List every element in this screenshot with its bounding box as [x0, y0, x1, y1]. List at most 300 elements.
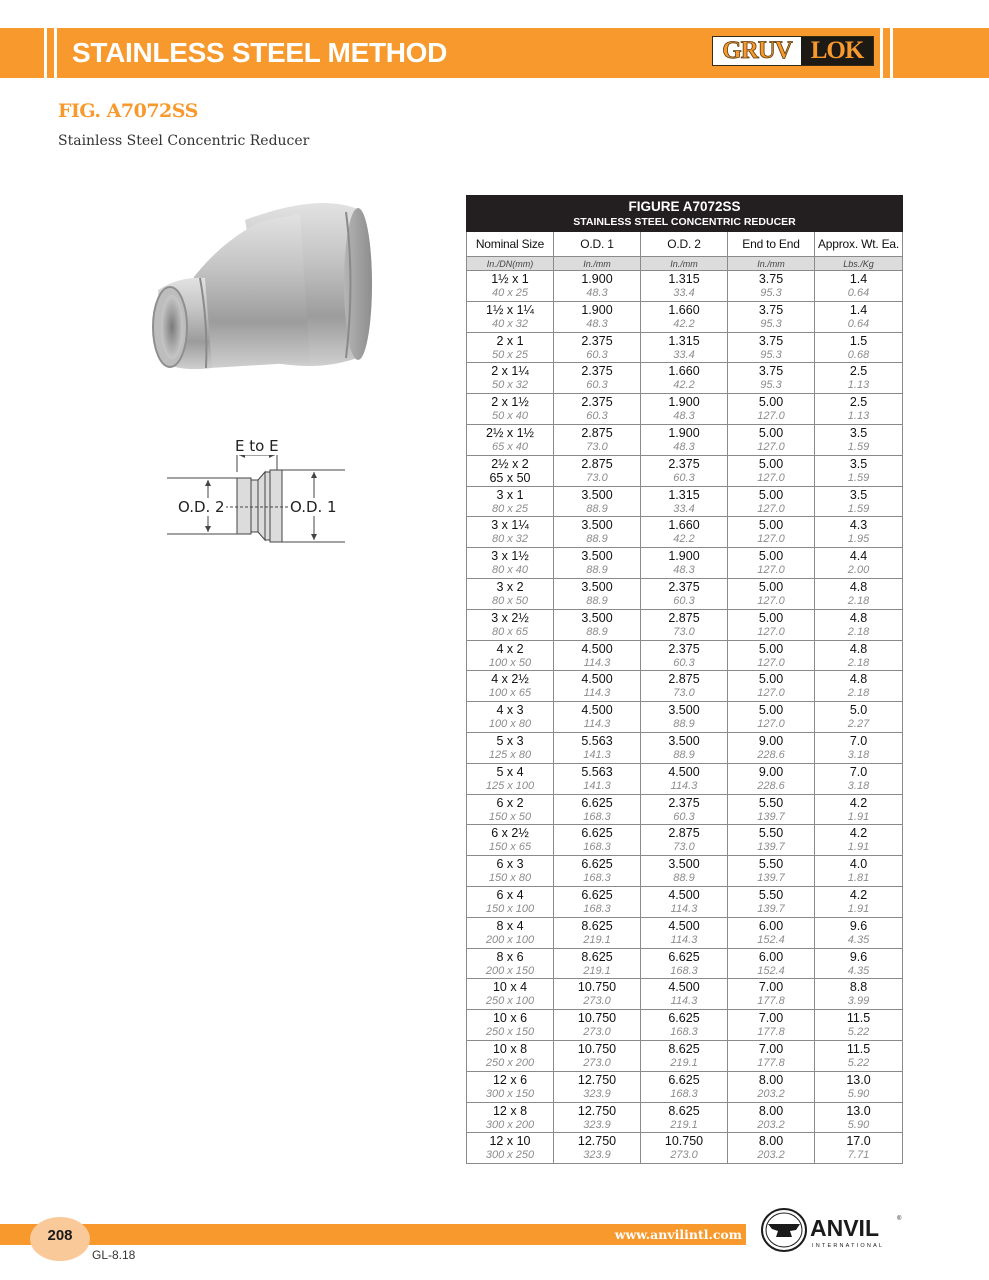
value-imperial: 5.00 [758, 395, 784, 410]
column-header-row [467, 232, 903, 257]
value-metric: 273.0 [583, 1056, 611, 1069]
cell-weight [815, 1040, 903, 1071]
value-imperial: 2.875 [668, 672, 700, 687]
value-imperial: 1.315 [668, 487, 700, 502]
value-metric: 3.18 [847, 748, 870, 761]
value-metric: 127.0 [757, 502, 785, 515]
cell-nominal-size [467, 363, 554, 394]
value-metric: 1.13 [847, 410, 870, 423]
table-row [467, 671, 903, 702]
value-metric: 100 x 65 [488, 687, 532, 700]
cell-od1 [554, 702, 641, 733]
value-metric: 42.2 [673, 533, 695, 546]
cell-od2 [641, 856, 728, 887]
cell-weight [815, 548, 903, 579]
value-imperial: 1.315 [668, 333, 700, 348]
value-imperial: 12.750 [577, 1134, 617, 1149]
value-metric: 127.0 [757, 718, 785, 731]
table-row [467, 1071, 903, 1102]
value-imperial: 3 x 2 [496, 579, 524, 594]
value-imperial: 3.500 [581, 579, 613, 594]
table-row [467, 886, 903, 917]
value-metric: 65 x 40 [491, 440, 529, 453]
col-header-end-to-end: End to End [728, 232, 815, 257]
table-row [467, 486, 903, 517]
cell-end-to-end [728, 640, 815, 671]
cell-nominal-size [467, 1071, 554, 1102]
cell-weight [815, 825, 903, 856]
value-metric: 2.18 [847, 594, 870, 607]
value-imperial: 5.00 [758, 641, 784, 656]
value-metric: 40 x 25 [491, 287, 529, 299]
cell-end-to-end [728, 1071, 815, 1102]
value-metric: 127.0 [757, 625, 785, 638]
value-imperial: 3.5 [849, 425, 868, 440]
value-metric: 95.3 [760, 287, 782, 299]
value-imperial: 5.00 [758, 579, 784, 594]
cell-nominal-size [467, 763, 554, 794]
value-imperial: 4.3 [849, 518, 868, 533]
value-imperial: 3.75 [758, 302, 784, 317]
value-metric: 33.4 [673, 502, 695, 515]
cell-od2 [641, 1010, 728, 1041]
value-metric: 80 x 32 [491, 533, 529, 546]
cell-od1 [554, 301, 641, 332]
cell-end-to-end [728, 1010, 815, 1041]
value-metric: 95.3 [760, 348, 782, 361]
value-metric: 273.0 [583, 1026, 611, 1039]
table-body [467, 271, 903, 1164]
cell-end-to-end [728, 856, 815, 887]
value-metric: 2.18 [847, 656, 870, 669]
value-imperial: 8 x 4 [496, 918, 524, 933]
value-metric: 228.6 [757, 779, 785, 792]
cell-od2 [641, 332, 728, 363]
value-imperial: 1½ x 1¼ [486, 302, 534, 317]
value-imperial: 5.50 [758, 887, 784, 902]
table-row [467, 332, 903, 363]
end-to-end-label: E to E [235, 437, 279, 455]
value-imperial: 4.8 [849, 579, 868, 594]
value-imperial: 2 x 1½ [491, 395, 529, 410]
table-row [467, 424, 903, 455]
value-imperial: 12 x 10 [489, 1134, 531, 1149]
value-imperial: 2.375 [581, 333, 613, 348]
cell-end-to-end [728, 1133, 815, 1164]
value-metric: 219.1 [583, 933, 611, 946]
svg-text:INTERNATIONAL: INTERNATIONAL [812, 1243, 885, 1249]
table-row [467, 609, 903, 640]
value-imperial: 12 x 6 [492, 1072, 528, 1087]
value-imperial: 3.500 [668, 703, 700, 718]
cell-od2 [641, 486, 728, 517]
value-imperial: 10 x 6 [492, 1011, 528, 1026]
value-imperial: 2.375 [668, 641, 700, 656]
cell-weight [815, 517, 903, 548]
cell-nominal-size [467, 671, 554, 702]
cell-nominal-size [467, 332, 554, 363]
table-subtitle: STAINLESS STEEL CONCENTRIC REDUCER [573, 216, 796, 228]
cell-od1 [554, 794, 641, 825]
cell-nominal-size [467, 424, 554, 455]
value-metric: 114.3 [670, 902, 698, 915]
cell-end-to-end [728, 301, 815, 332]
value-metric: 50 x 40 [491, 410, 529, 423]
value-metric: 88.9 [586, 625, 608, 638]
specification-table [466, 195, 903, 1164]
value-imperial: 9.00 [758, 733, 784, 748]
cell-nominal-size [467, 856, 554, 887]
value-imperial: 11.5 [846, 1041, 871, 1056]
value-imperial: 3.500 [581, 487, 613, 502]
table-row [467, 763, 903, 794]
value-imperial: 3.75 [758, 272, 784, 286]
value-metric: 219.1 [583, 964, 611, 977]
value-metric: 88.9 [586, 533, 608, 546]
gruvlok-logo-left: GRUV [713, 37, 801, 65]
cell-weight [815, 1133, 903, 1164]
value-metric: 80 x 65 [491, 625, 529, 638]
value-metric: 127.0 [757, 594, 785, 607]
table-row [467, 548, 903, 579]
value-imperial: 2.375 [581, 364, 613, 379]
cell-nominal-size [467, 455, 554, 486]
value-metric: 48.3 [673, 410, 695, 423]
value-metric: 168.3 [670, 1026, 698, 1039]
cell-od1 [554, 578, 641, 609]
value-imperial: 5.00 [758, 487, 784, 502]
value-imperial: 10 x 8 [492, 1041, 528, 1056]
value-imperial: 8.00 [758, 1103, 784, 1118]
value-metric: 73.0 [586, 440, 608, 453]
value-metric: 5.22 [847, 1026, 870, 1039]
value-imperial: 8.625 [581, 918, 613, 933]
value-imperial: 2.875 [668, 610, 700, 625]
value-metric: 139.7 [757, 810, 785, 823]
value-imperial: 5.0 [849, 703, 868, 718]
value-imperial: 4.500 [581, 672, 613, 687]
value-imperial: 4.4 [849, 549, 868, 564]
cell-weight [815, 455, 903, 486]
cell-od1 [554, 1040, 641, 1071]
value-metric: 73.0 [673, 625, 695, 638]
value-metric: 80 x 25 [491, 502, 529, 515]
value-metric: 141.3 [583, 748, 611, 761]
cell-od2 [641, 455, 728, 486]
cell-od2 [641, 825, 728, 856]
value-metric: 127.0 [757, 564, 785, 577]
value-imperial: 2.375 [668, 579, 700, 594]
cell-weight [815, 301, 903, 332]
value-imperial: 6 x 2 [496, 795, 524, 810]
value-metric: 60.3 [673, 656, 695, 669]
cell-nominal-size [467, 517, 554, 548]
value-imperial: 7.00 [758, 1041, 784, 1056]
cell-od1 [554, 886, 641, 917]
cell-od1 [554, 271, 641, 302]
value-imperial: 11.5 [846, 1011, 871, 1026]
value-metric: 4.35 [847, 964, 870, 977]
cell-weight [815, 948, 903, 979]
cell-end-to-end [728, 886, 815, 917]
value-metric: 4.35 [847, 933, 870, 946]
value-metric: 33.4 [673, 287, 695, 299]
table-row [467, 1040, 903, 1071]
cell-nominal-size [467, 394, 554, 425]
cell-od1 [554, 979, 641, 1010]
table-row [467, 856, 903, 887]
value-imperial: 13.0 [846, 1072, 871, 1087]
anvil-international-logo [760, 1206, 910, 1254]
value-metric: 250 x 100 [485, 995, 535, 1008]
website-link[interactable]: www.anvilintl.com [596, 1224, 746, 1245]
value-imperial: 2.875 [668, 826, 700, 841]
header-stripe [890, 28, 893, 78]
header-stripe [880, 28, 883, 78]
value-imperial: 4 x 2 [496, 641, 524, 656]
value-imperial: 4.8 [849, 610, 868, 625]
value-metric: 5.90 [847, 1087, 870, 1100]
table-title-header [467, 196, 903, 232]
table-title: FIGURE A7072SS [628, 199, 741, 214]
value-imperial: 4.0 [849, 857, 868, 872]
cell-end-to-end [728, 1040, 815, 1071]
value-metric: 300 x 200 [485, 1118, 535, 1131]
cell-weight [815, 732, 903, 763]
cell-od2 [641, 517, 728, 548]
value-imperial: 4.500 [668, 918, 700, 933]
value-imperial: 8.00 [758, 1072, 784, 1087]
value-imperial: 4.2 [849, 887, 868, 902]
cell-nominal-size [467, 1040, 554, 1071]
unit-od1: In./mm [554, 257, 641, 271]
cell-nominal-size [467, 825, 554, 856]
value-imperial: 4.8 [849, 641, 868, 656]
cell-weight [815, 794, 903, 825]
value-metric: 100 x 50 [488, 656, 532, 669]
value-metric: 60.3 [673, 810, 695, 823]
value-metric: 1.95 [847, 533, 870, 546]
cell-weight [815, 394, 903, 425]
value-imperial: 5.50 [758, 826, 784, 841]
cell-end-to-end [728, 363, 815, 394]
cell-od2 [641, 886, 728, 917]
value-metric: 323.9 [583, 1118, 611, 1131]
value-imperial: 10.750 [577, 1041, 617, 1056]
value-imperial: 5.00 [758, 456, 784, 471]
value-metric: 2.18 [847, 625, 870, 638]
value-imperial: 4 x 2½ [491, 672, 529, 687]
cell-end-to-end [728, 702, 815, 733]
table-row [467, 363, 903, 394]
cell-od2 [641, 671, 728, 702]
value-metric: 114.3 [670, 779, 698, 792]
cell-weight [815, 856, 903, 887]
cell-nominal-size [467, 548, 554, 579]
table-row [467, 732, 903, 763]
value-metric: 80 x 50 [491, 594, 529, 607]
value-metric: 100 x 80 [488, 718, 532, 731]
cell-od1 [554, 363, 641, 394]
cell-weight [815, 886, 903, 917]
cell-od2 [641, 1133, 728, 1164]
cell-nominal-size [467, 702, 554, 733]
value-metric: 40 x 32 [491, 317, 529, 330]
value-metric: 80 x 40 [491, 564, 529, 577]
cell-nominal-size [467, 917, 554, 948]
value-metric: 5.90 [847, 1118, 870, 1131]
value-metric: 177.8 [757, 1026, 785, 1039]
value-imperial: 8.00 [758, 1134, 784, 1149]
value-metric: 48.3 [586, 317, 608, 330]
value-imperial: 8.625 [668, 1103, 700, 1118]
cell-od1 [554, 763, 641, 794]
cell-od2 [641, 732, 728, 763]
cell-nominal-size [467, 886, 554, 917]
table-row [467, 578, 903, 609]
value-metric: 2.00 [847, 564, 870, 577]
value-imperial: 5.563 [581, 764, 613, 779]
page-number: 208 [47, 1227, 73, 1244]
value-metric: 228.6 [757, 748, 785, 761]
table-row [467, 825, 903, 856]
value-metric: 1.59 [847, 440, 870, 453]
value-imperial: 2 x 1¼ [491, 364, 529, 379]
value-imperial: 2.375 [668, 456, 700, 471]
value-imperial: 7.0 [849, 764, 868, 779]
value-metric: 152.4 [757, 964, 785, 977]
value-metric: 150 x 65 [488, 841, 532, 854]
value-imperial: 1.660 [668, 302, 700, 317]
cell-weight [815, 424, 903, 455]
value-metric: 73.0 [673, 841, 695, 854]
value-imperial: 2.875 [581, 456, 613, 471]
cell-od1 [554, 332, 641, 363]
col-header-od1: O.D. 1 [554, 232, 641, 257]
table-row [467, 517, 903, 548]
value-metric: 114.3 [583, 718, 611, 731]
value-imperial: 6.625 [668, 1072, 700, 1087]
value-imperial: 5.00 [758, 610, 784, 625]
value-imperial: 4 x 3 [496, 703, 524, 718]
value-metric: 323.9 [583, 1149, 611, 1162]
value-imperial: 6 x 3 [496, 857, 524, 872]
value-metric: 60.3 [673, 594, 695, 607]
cell-od2 [641, 424, 728, 455]
value-imperial: 1.900 [581, 302, 613, 317]
cell-end-to-end [728, 763, 815, 794]
value-imperial: 6.625 [581, 887, 613, 902]
cell-weight [815, 578, 903, 609]
value-metric: 168.3 [583, 841, 611, 854]
value-imperial: 5.00 [758, 425, 784, 440]
cell-end-to-end [728, 609, 815, 640]
value-imperial: 3.500 [581, 610, 613, 625]
cell-od1 [554, 948, 641, 979]
value-imperial: 2.375 [581, 395, 613, 410]
value-metric: 73.0 [586, 471, 608, 484]
value-metric: 1.59 [847, 502, 870, 515]
value-imperial: 4.500 [668, 764, 700, 779]
col-header-weight: Approx. Wt. Ea. [815, 232, 903, 257]
cell-od2 [641, 702, 728, 733]
value-imperial: 2 x 1 [496, 333, 524, 348]
value-metric: 2.27 [847, 718, 870, 731]
value-metric: 203.2 [757, 1118, 785, 1131]
value-imperial: 9.00 [758, 764, 784, 779]
cell-od2 [641, 794, 728, 825]
value-metric: 65 x 50 [489, 470, 531, 485]
cell-end-to-end [728, 794, 815, 825]
value-imperial: 3.75 [758, 333, 784, 348]
value-imperial: 1.900 [668, 395, 700, 410]
value-metric: 114.3 [670, 995, 698, 1008]
value-imperial: 8.625 [581, 949, 613, 964]
value-metric: 150 x 80 [488, 872, 532, 885]
cell-weight [815, 1071, 903, 1102]
value-metric: 219.1 [670, 1056, 698, 1069]
value-imperial: 5.00 [758, 549, 784, 564]
cell-end-to-end [728, 332, 815, 363]
value-metric: 1.81 [847, 872, 870, 885]
cell-end-to-end [728, 825, 815, 856]
cell-od1 [554, 486, 641, 517]
value-imperial: 4.2 [849, 826, 868, 841]
cell-od1 [554, 640, 641, 671]
value-imperial: 3.500 [668, 857, 700, 872]
value-imperial: 6.00 [758, 949, 784, 964]
cell-end-to-end [728, 1102, 815, 1133]
value-metric: 300 x 150 [485, 1087, 535, 1100]
value-metric: 7.71 [847, 1149, 870, 1162]
value-imperial: 1.660 [668, 518, 700, 533]
value-imperial: 8.625 [668, 1041, 700, 1056]
value-metric: 95.3 [760, 379, 782, 392]
cell-nominal-size [467, 732, 554, 763]
value-metric: 5.22 [847, 1056, 870, 1069]
value-imperial: 1.5 [849, 333, 868, 348]
value-metric: 152.4 [757, 933, 785, 946]
cell-end-to-end [728, 424, 815, 455]
value-imperial: 5.00 [758, 703, 784, 718]
cell-nominal-size [467, 609, 554, 640]
value-imperial: 3.500 [581, 549, 613, 564]
value-imperial: 3.500 [581, 518, 613, 533]
table-row [467, 301, 903, 332]
value-imperial: 1.900 [668, 549, 700, 564]
unit-end-to-end: In./mm [728, 257, 815, 271]
value-imperial: 4.500 [581, 641, 613, 656]
value-metric: 50 x 25 [491, 348, 529, 361]
cell-weight [815, 702, 903, 733]
cell-nominal-size [467, 1102, 554, 1133]
value-imperial: 4.500 [581, 703, 613, 718]
value-metric: 114.3 [670, 933, 698, 946]
value-metric: 42.2 [673, 317, 695, 330]
value-imperial: 2.375 [668, 795, 700, 810]
cell-nominal-size [467, 794, 554, 825]
value-metric: 3.18 [847, 779, 870, 792]
value-imperial: 3.5 [849, 456, 868, 471]
value-imperial: 10 x 4 [492, 980, 528, 995]
value-imperial: 6.625 [581, 857, 613, 872]
cell-nominal-size [467, 640, 554, 671]
value-imperial: 1.900 [668, 425, 700, 440]
cell-od2 [641, 1102, 728, 1133]
value-imperial: 2.5 [849, 395, 868, 410]
value-metric: 127.0 [757, 687, 785, 700]
cell-od1 [554, 1133, 641, 1164]
